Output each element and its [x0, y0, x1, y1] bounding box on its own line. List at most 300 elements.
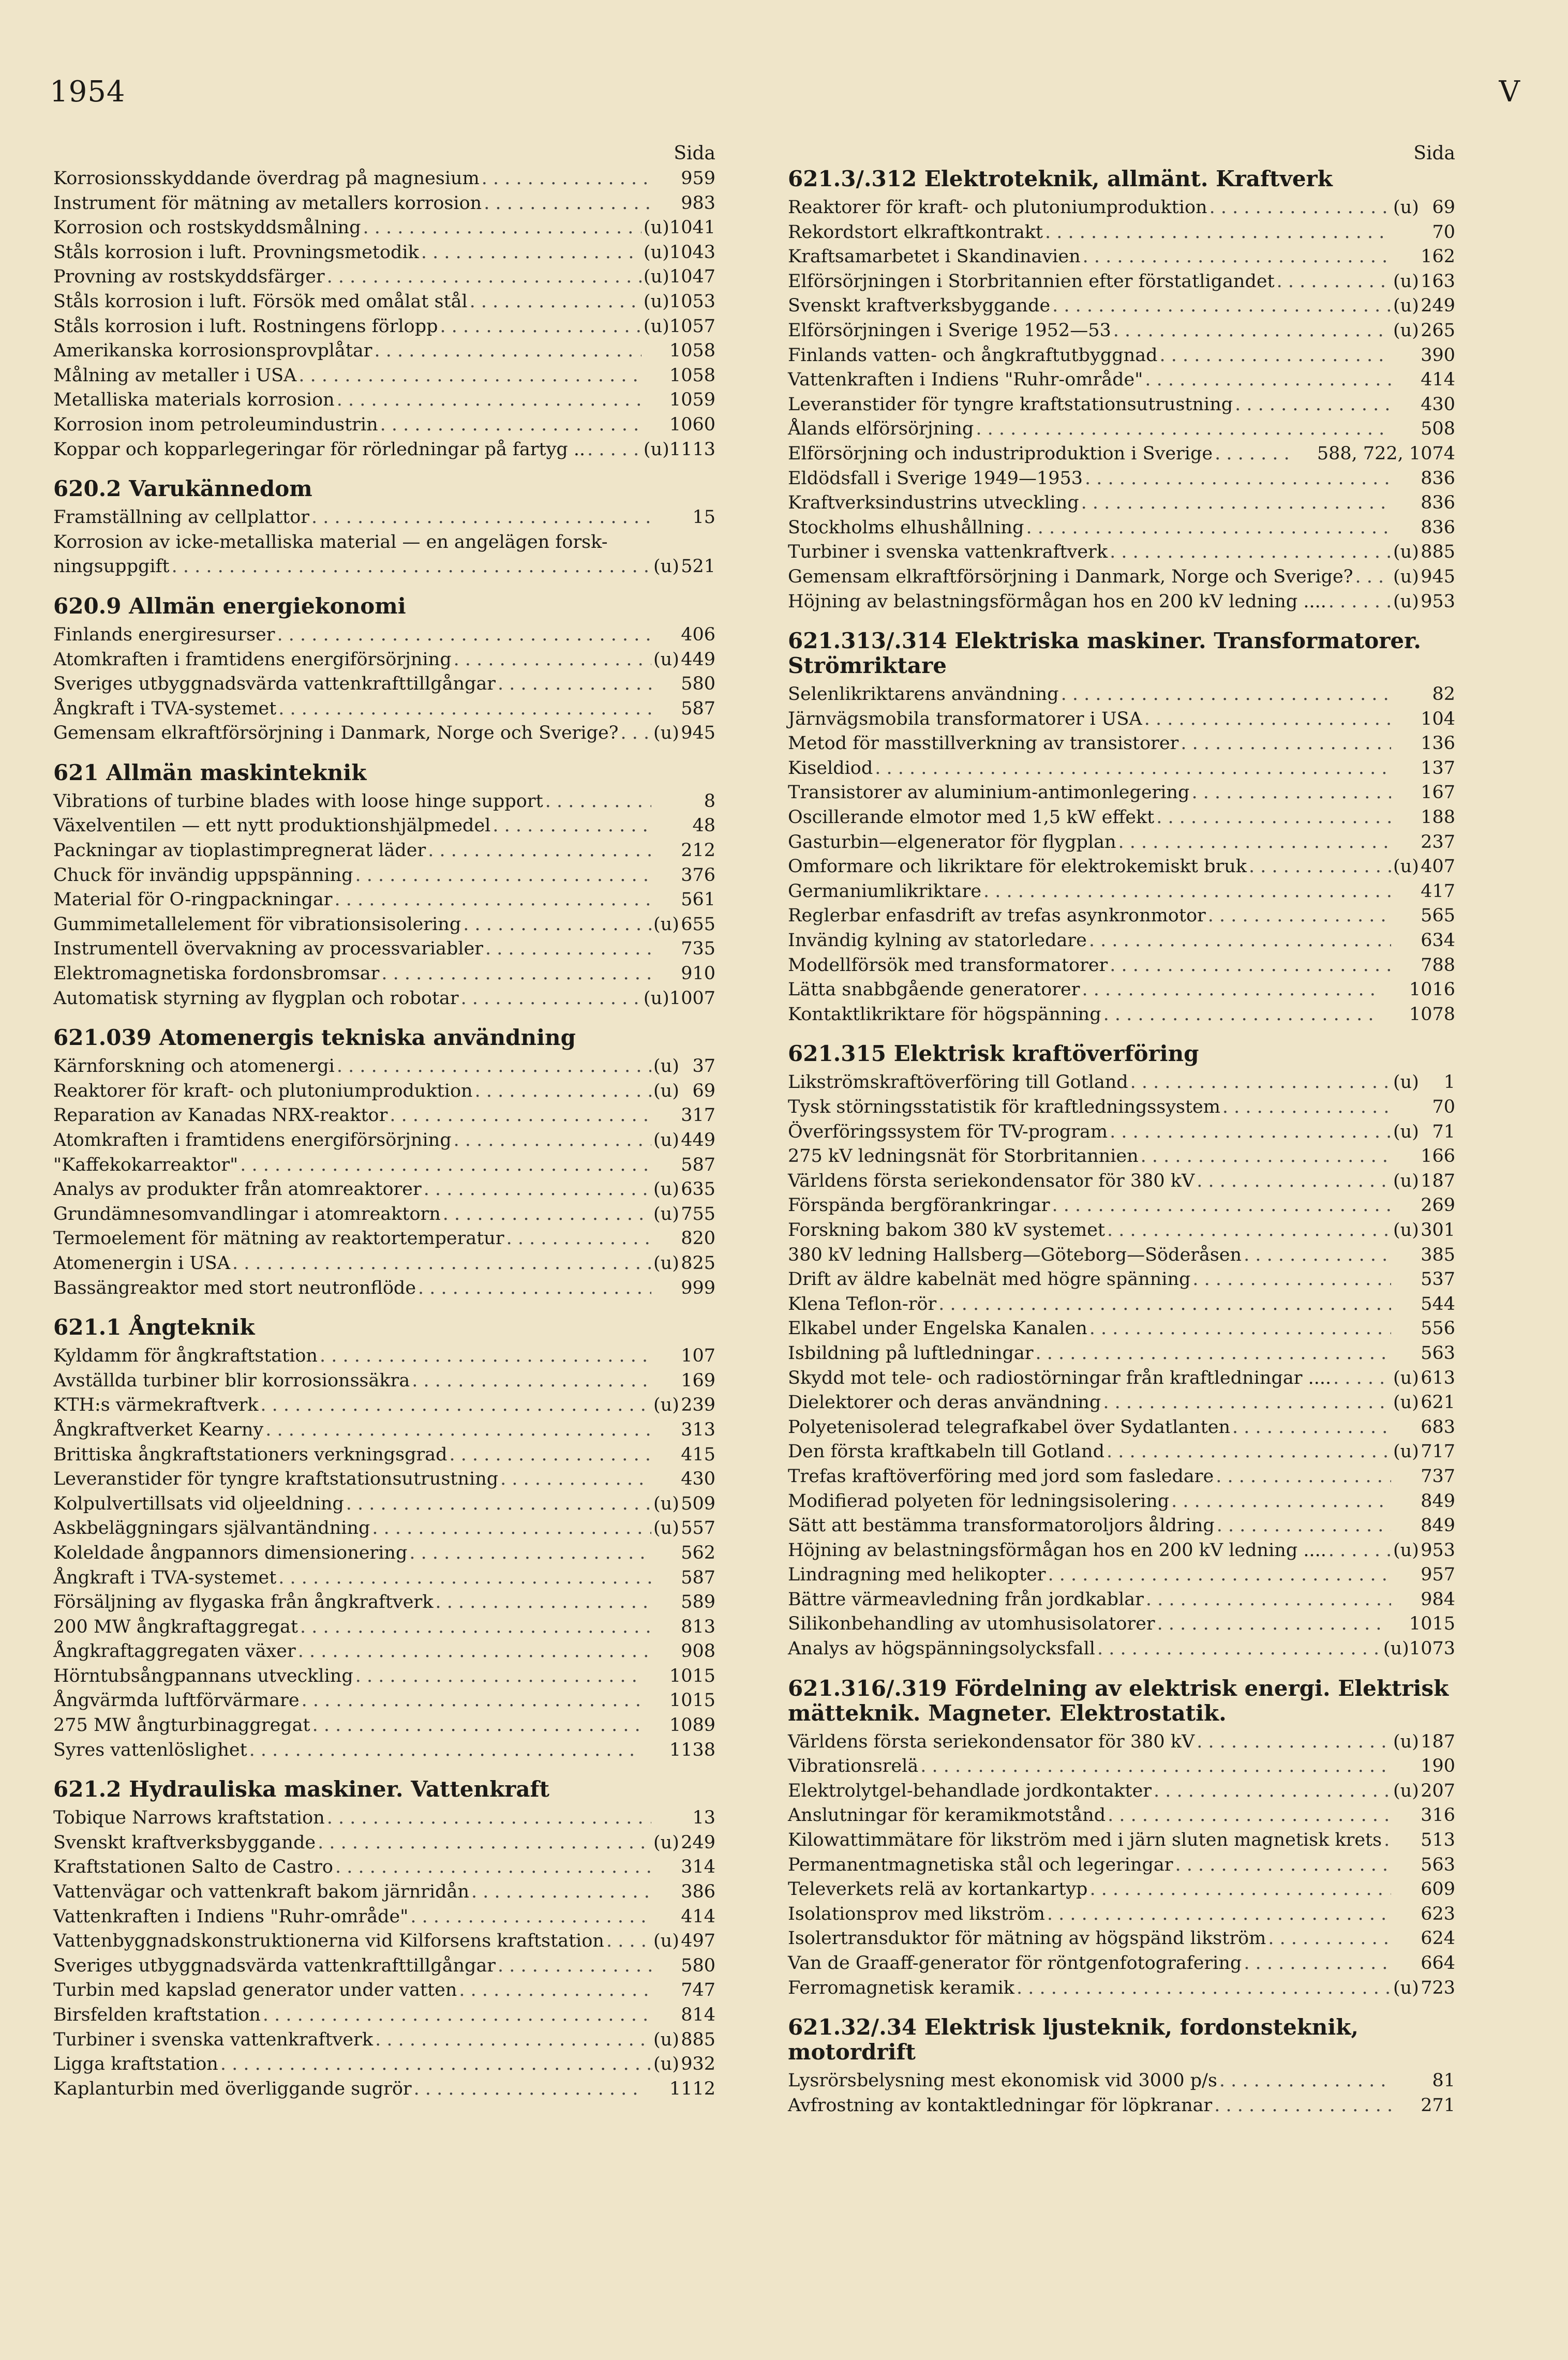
index-entry [788, 1902, 1455, 1927]
entry-page: 544 [1421, 1293, 1455, 1315]
entry-page: 565 [1421, 905, 1455, 927]
index-entry [788, 1779, 1455, 1804]
entry-title: Likströmskraftöverföring till Gotland [788, 1072, 1128, 1093]
index-entry [788, 1754, 1455, 1779]
entry-page: 1112 [669, 2078, 715, 2099]
entry-page: 265 [1421, 320, 1455, 341]
leader-dots [1222, 1095, 1391, 1120]
leader-dots [485, 937, 651, 962]
index-entry [53, 1202, 715, 1227]
entry-page: 561 [681, 889, 715, 910]
leader-dots [298, 1639, 651, 1664]
index-entry [788, 590, 1455, 615]
entry-title: KTH:s värmekraftverk [53, 1395, 259, 1416]
leader-dots [1355, 565, 1392, 590]
entry-title: Vattenkraften i Indiens "Ruhr-område" [788, 369, 1143, 391]
entry-title: Amerikanska korrosionsprovplåtar [53, 340, 372, 362]
entry-title: Metod för masstillverkning av transistorer [788, 733, 1179, 754]
section-heading: 621.2 Hydrauliska maskiner. Vattenkraft [53, 1776, 550, 1802]
entry-page: 187 [1421, 1731, 1455, 1752]
leader-dots [1048, 1563, 1391, 1588]
index-entry [788, 220, 1455, 245]
entry-marker: (u) [1393, 1392, 1419, 1413]
leader-dots [412, 1369, 651, 1394]
leader-dots [1141, 1144, 1391, 1169]
entry-page: 313 [681, 1419, 715, 1440]
index-entry [788, 1563, 1455, 1588]
entry-title: Ångkraftverket Kearny [53, 1419, 264, 1440]
entry-page: 207 [1421, 1780, 1455, 1801]
leader-dots [1249, 855, 1391, 879]
leader-dots [260, 1393, 651, 1418]
entry-title: Sveriges utbyggnadsvärda vattenkrafttillgångar [53, 1955, 496, 1976]
entry-title: Automatisk styrning av flygplan och robotar [53, 988, 459, 1009]
entry-title: Silikonbehandling av utomhusisolatorer [788, 1614, 1155, 1635]
entry-marker: (u) [653, 2029, 679, 2050]
entry-title: Överföringssystem för TV-program [788, 1121, 1108, 1142]
leader-dots [1082, 978, 1381, 1003]
leader-dots [263, 2003, 651, 2028]
leader-dots [1036, 1341, 1391, 1366]
index-entry [788, 1243, 1455, 1268]
entry-page: 1113 [669, 439, 715, 460]
entry-title: Van de Graaff-generator för röntgenfotografering [788, 1953, 1242, 1974]
entry-page: 587 [681, 1567, 715, 1588]
leader-dots [1157, 1612, 1381, 1637]
index-entry [53, 438, 715, 462]
entry-marker: (u) [653, 723, 679, 744]
entry-marker: (u) [1393, 1072, 1419, 1093]
index-entry [53, 814, 715, 839]
leader-dots [1333, 1366, 1391, 1391]
entry-title: Ligga kraftstation [53, 2054, 218, 2075]
entry-marker: (u) [1393, 271, 1419, 292]
entry-title: Trefas kraftöverföring med jord som fasledare [788, 1466, 1214, 1487]
leader-dots [470, 290, 641, 315]
entry-marker: (u) [643, 242, 669, 263]
index-entry [788, 879, 1455, 904]
leader-dots [1191, 781, 1391, 805]
leader-dots [390, 1103, 651, 1128]
leader-dots [500, 1467, 651, 1492]
leader-dots [337, 388, 641, 413]
entry-title: Televerkets relä av kortankartyp [788, 1879, 1088, 1900]
entry-title: Förspända bergförankringar [788, 1195, 1050, 1216]
entry-page: 820 [681, 1228, 715, 1249]
section-heading: 620.2 Varukännedom [53, 476, 312, 502]
entry-page: 385 [1421, 1244, 1455, 1265]
sida-label: Sida [674, 143, 715, 164]
index-entry [53, 672, 715, 697]
index-entry [53, 1153, 715, 1178]
leader-dots [318, 1831, 651, 1856]
index-entry [53, 1689, 715, 1713]
leader-dots [1052, 1193, 1391, 1218]
entry-page: 390 [1421, 345, 1455, 366]
entry-marker: (u) [643, 266, 669, 288]
entry-title: Kilowattimmätare för likström med i järn sluten magnetisk krets [788, 1830, 1382, 1851]
index-entry [788, 1193, 1455, 1218]
entry-page: 634 [1421, 930, 1455, 951]
entry-title: Korrosion inom petroleumindustrin [53, 414, 378, 435]
left-column [53, 141, 715, 2101]
leader-dots [265, 1418, 651, 1443]
entry-page: 407 [1421, 856, 1455, 877]
leader-dots [1107, 1218, 1391, 1243]
entry-title: Ångkraft i TVA-systemet [53, 698, 277, 719]
entry-title: Forskning bakom 380 kV systemet [788, 1219, 1105, 1241]
index-entry [53, 1855, 715, 1880]
index-entry [788, 805, 1455, 830]
entry-page: 1015 [669, 1665, 715, 1686]
index-entry [788, 953, 1455, 978]
entry-page: 621 [1421, 1392, 1455, 1413]
entry-page: 81 [1432, 2070, 1455, 2092]
leader-dots [1277, 270, 1391, 294]
entry-title: Lindragning med helikopter [788, 1564, 1046, 1586]
entry-title: Elkabel under Engelska Kanalen [788, 1318, 1087, 1339]
leader-dots [1328, 590, 1391, 615]
leader-dots [443, 1202, 651, 1227]
leader-dots [1110, 953, 1391, 978]
section-heading: 621.3/.312 Elektroteknik, allmänt. Kraftverk [788, 166, 1333, 191]
index-entry [788, 1003, 1455, 1027]
index-entry [788, 196, 1455, 220]
leader-dots [414, 2077, 641, 2102]
index-entry [53, 1615, 715, 1640]
index-entry [53, 1590, 715, 1615]
leader-dots [1217, 1514, 1391, 1539]
index-entry [788, 1095, 1455, 1120]
entry-page: 683 [1421, 1416, 1455, 1438]
entry-marker: (u) [1393, 295, 1419, 317]
index-entry [53, 1103, 715, 1128]
index-entry [788, 929, 1455, 953]
index-entry [788, 1976, 1455, 2001]
leader-dots [278, 1566, 651, 1591]
leader-dots [482, 167, 651, 191]
entry-page: 1073 [1409, 1638, 1455, 1660]
leader-dots [983, 879, 1391, 904]
leader-dots [298, 364, 641, 389]
leader-dots [976, 417, 1391, 442]
leader-dots [1108, 1803, 1391, 1828]
leader-dots [312, 1713, 641, 1738]
index-entry [788, 682, 1455, 707]
leader-dots [1171, 1489, 1391, 1514]
entry-marker: (u) [653, 1203, 679, 1224]
entry-title: Modellförsök med transformatorer [788, 954, 1108, 976]
index-entry [53, 1467, 715, 1492]
entry-page: 301 [1421, 1219, 1455, 1241]
leader-dots [1159, 343, 1391, 368]
index-entry [53, 962, 715, 987]
index-entry [53, 1639, 715, 1664]
entry-page: 755 [681, 1203, 715, 1224]
entry-title: Tysk störningsstatistik för kraftledningssystem [788, 1097, 1220, 1117]
entry-page: 1059 [669, 390, 715, 411]
entry-page: 15 [692, 507, 715, 528]
index-entry [788, 1440, 1455, 1465]
entry-title: Germaniumlikriktare [788, 880, 982, 902]
right-column [788, 141, 1455, 2118]
entry-title: Koppar och kopparlegeringar för rörledningar på fartyg .. [53, 439, 586, 460]
leader-dots [1026, 516, 1391, 541]
leader-dots [1175, 1853, 1391, 1878]
leader-dots [875, 756, 1391, 781]
entry-title: Instrument för mätning av metallers korrosion [53, 192, 482, 214]
entry-marker: (u) [1393, 1540, 1419, 1561]
entry-page: 497 [681, 1931, 715, 1952]
entry-page: 717 [1421, 1441, 1455, 1462]
entry-title: Korrosion och rostskyddsmålning [53, 217, 361, 238]
index-entry [53, 191, 715, 216]
index-entry [53, 1516, 715, 1541]
entry-title: Ferromagnetisk keramik [788, 1977, 1014, 1998]
entry-title: Turbiner i svenska vattenkraftverk [53, 2029, 374, 2050]
entry-page: 953 [1421, 591, 1455, 612]
entry-marker: (u) [653, 1493, 679, 1514]
entry-marker: (u) [1393, 1219, 1419, 1241]
leader-dots [1219, 2069, 1391, 2094]
entry-page: 589 [681, 1592, 715, 1613]
index-entry [53, 1954, 715, 1979]
leader-dots [240, 1153, 651, 1178]
entry-title: Isolationsprov med likström [788, 1903, 1045, 1924]
leader-dots [1197, 1169, 1391, 1194]
index-entry [788, 1637, 1455, 1662]
index-entry [788, 1803, 1455, 1828]
leader-dots [1146, 1588, 1391, 1612]
index-entry [53, 505, 715, 530]
entry-title: "Kaffekokarreaktor" [53, 1154, 238, 1175]
index-entry [788, 1588, 1455, 1612]
page-number-year: 1954 [50, 75, 126, 109]
entry-title: Elförsörjning och industriproduktion i Sverige [788, 443, 1213, 464]
index-entry [788, 442, 1455, 467]
index-entry [53, 1831, 715, 1856]
entry-title: Gemensam elkraftförsörjning i Danmark, Norge och Sverige? [53, 723, 619, 744]
entry-marker: (u) [643, 217, 669, 238]
entry-page: 406 [681, 624, 715, 645]
index-entry [53, 364, 715, 389]
entry-marker: (u) [653, 1080, 679, 1101]
entry-title: Vibrationsrelä [788, 1756, 919, 1777]
leader-dots [375, 2028, 651, 2053]
entry-title: Vattenkraften i Indiens "Ruhr-område" [53, 1906, 409, 1927]
entry-marker: (u) [653, 2054, 679, 2075]
entry-page: 163 [1421, 271, 1455, 292]
index-entry [53, 1344, 715, 1369]
entry-page: 430 [1421, 394, 1455, 415]
entry-title: Kraftverksindustrins utveckling [788, 492, 1079, 514]
index-entry [53, 413, 715, 438]
entry-title: Atomkraften i framtidens energiförsörjning [53, 649, 452, 670]
index-entry [53, 2028, 715, 2053]
leader-dots [1214, 2094, 1391, 2118]
entry-title: Vibrations of turbine blades with loose hinge support [53, 790, 543, 812]
entry-title: Reaktorer för kraft- och plutoniumproduktion [788, 197, 1207, 218]
leader-dots [1061, 682, 1391, 707]
entry-page: 417 [1421, 880, 1455, 902]
entry-page: 613 [1421, 1367, 1455, 1388]
entry-title: Gasturbin—elgenerator för flygplan [788, 831, 1116, 853]
leader-dots [506, 1227, 651, 1251]
entry-title: Sätt att bestämma transformatoroljors åldring [788, 1515, 1215, 1536]
index-entry [53, 1929, 715, 1954]
entry-page: 624 [1421, 1928, 1455, 1949]
entry-title: Leveranstider för tyngre kraftstationsutrustning [53, 1469, 499, 1490]
entry-title: Höjning av belastningsförmågan hos en 200 kV ledning .... [788, 1540, 1326, 1561]
leader-dots [1328, 1539, 1391, 1563]
entry-title: Växelventilen — ett nytt produktionshjälpmedel [53, 815, 491, 837]
entry-marker: (u) [653, 1252, 679, 1274]
leader-dots [380, 413, 641, 438]
entry-title: Birsfelden kraftstation [53, 2005, 261, 2025]
entry-title: Vattenvägar och vattenkraft bakom järnridån [53, 1881, 469, 1903]
entry-title: Ståls korrosion i luft. Provningsmetodik [53, 242, 419, 263]
section-heading: 621 Allmän maskinteknik [53, 759, 367, 785]
index-entry [53, 1806, 715, 1831]
entry-page: 1089 [669, 1715, 715, 1736]
index-entry [53, 863, 715, 888]
index-entry [788, 1951, 1455, 1976]
entry-page: 999 [681, 1277, 715, 1298]
index-entry [788, 2069, 1455, 2094]
index-entry [788, 1828, 1455, 1853]
leader-dots [450, 1443, 651, 1468]
entry-title: Avställda turbiner blir korrosionssäkra [53, 1370, 410, 1391]
leader-dots [435, 1590, 651, 1615]
entry-title: Instrumentell övervakning av processvariabler [53, 938, 484, 960]
entry-page: 69 [692, 1080, 715, 1101]
entry-title: Elförsörjningen i Storbritannien efter förstatligandet [788, 271, 1275, 292]
entry-marker: (u) [1393, 1977, 1419, 1998]
entry-page: 563 [1421, 1854, 1455, 1875]
leader-dots [1083, 245, 1391, 270]
entry-page: 48 [692, 815, 715, 837]
entry-title: Kiseldiod [788, 757, 873, 779]
entry-title: Turbiner i svenska vattenkraftverk [788, 542, 1108, 563]
entry-page: 588, 722, 1074 [1317, 443, 1455, 464]
entry-page: 104 [1421, 708, 1455, 729]
leader-dots [1268, 1926, 1391, 1951]
leader-dots [172, 555, 651, 579]
entry-title: Transistorer av aluminium-antimonlegering [788, 782, 1190, 803]
entry-page: 237 [1421, 831, 1455, 853]
index-entry [788, 343, 1455, 368]
index-entry [53, 789, 715, 814]
entry-marker: (u) [1383, 1638, 1409, 1660]
entry-title: Invändig kylning av statorledare [788, 930, 1087, 951]
index-entry [53, 1079, 715, 1104]
section-heading: 621.32/.34 Elektrisk ljusteknik, fordonsteknik, motordrift [788, 2014, 1359, 2065]
index-entry [788, 540, 1455, 565]
entry-page: 271 [1421, 2095, 1455, 2116]
entry-page: 563 [1421, 1342, 1455, 1364]
entry-page: 623 [1421, 1903, 1455, 1924]
leader-dots [1156, 805, 1391, 830]
entry-page: 187 [1421, 1170, 1455, 1191]
entry-title: Atomenergin i USA [53, 1252, 231, 1274]
leader-dots [1107, 1440, 1391, 1465]
index-entry [53, 1880, 715, 1905]
entry-page: 69 [1432, 197, 1455, 218]
entry-marker: (u) [1393, 320, 1419, 341]
leader-dots [337, 1054, 651, 1079]
leader-dots [920, 1754, 1391, 1779]
index-entry [53, 987, 715, 1011]
entry-page: 1078 [1409, 1004, 1455, 1025]
entry-title: 200 MW ångkraftaggregat [53, 1616, 298, 1637]
entry-title: Ståls korrosion i luft. Rostningens förlopp [53, 316, 438, 337]
entry-page: 849 [1421, 1490, 1455, 1512]
leader-dots [1232, 1415, 1391, 1440]
entry-marker: (u) [653, 914, 679, 935]
leader-dots [1244, 1951, 1391, 1976]
index-entry [788, 1341, 1455, 1366]
entry-page: 415 [681, 1444, 715, 1465]
entry-page: 449 [681, 1130, 715, 1151]
entry-title: Kolpulvertillsats vid oljeeldning [53, 1493, 344, 1514]
entry-title-continuation: ningsuppgift [53, 556, 170, 577]
entry-title: Stockholms elhushållning [788, 517, 1024, 538]
entry-page: 945 [1421, 566, 1455, 587]
entry-page: 747 [681, 1980, 715, 2001]
entry-title: Leveranstider för tyngre kraftstationsutrustning [788, 394, 1233, 415]
entry-page: 1053 [669, 291, 715, 312]
leader-dots [363, 216, 641, 241]
index-entry [788, 1169, 1455, 1194]
index-entry [788, 1514, 1455, 1539]
entry-page: 836 [1421, 468, 1455, 489]
leader-dots [1235, 393, 1391, 417]
index-entry [53, 388, 715, 413]
entry-page: 885 [681, 2029, 715, 2050]
index-entry [788, 491, 1455, 516]
entry-title: Omformare och likriktare för elektrokemiskt bruk [788, 856, 1247, 877]
entry-page: 136 [1421, 733, 1455, 754]
entry-page: 1016 [1409, 979, 1455, 1000]
entry-page: 212 [681, 840, 715, 861]
index-entry [788, 830, 1455, 855]
entry-page: 655 [681, 914, 715, 935]
index-entry [788, 270, 1455, 294]
entry-title: Kontaktlikriktare för högspänning [788, 1004, 1101, 1025]
index-entry [788, 467, 1455, 491]
leader-dots [346, 1492, 651, 1517]
entry-marker: (u) [1393, 1367, 1419, 1388]
entry-page: 609 [1421, 1879, 1455, 1900]
entry-title: Kraftstationen Salto de Castro [53, 1857, 333, 1878]
entry-title: Reglerbar enfasdrift av trefas asynkronmotor [788, 905, 1206, 927]
entry-page: 521 [681, 556, 715, 577]
index-entry [53, 1369, 715, 1394]
entry-marker: (u) [653, 1518, 679, 1539]
entry-title: Elektrolytgel-behandlade jordkontakter [788, 1780, 1152, 1801]
entry-marker: (u) [653, 556, 679, 577]
index-entry [53, 265, 715, 290]
leader-dots [1215, 442, 1289, 467]
index-entry [788, 565, 1455, 590]
leader-dots [1103, 1003, 1381, 1027]
entry-page: 137 [1421, 757, 1455, 779]
entry-page: 580 [681, 1955, 715, 1976]
leader-dots [459, 1978, 651, 2003]
leader-dots [418, 1276, 651, 1301]
entry-page: 557 [681, 1518, 715, 1539]
entry-title: Askbeläggningars självantändning [53, 1518, 370, 1539]
